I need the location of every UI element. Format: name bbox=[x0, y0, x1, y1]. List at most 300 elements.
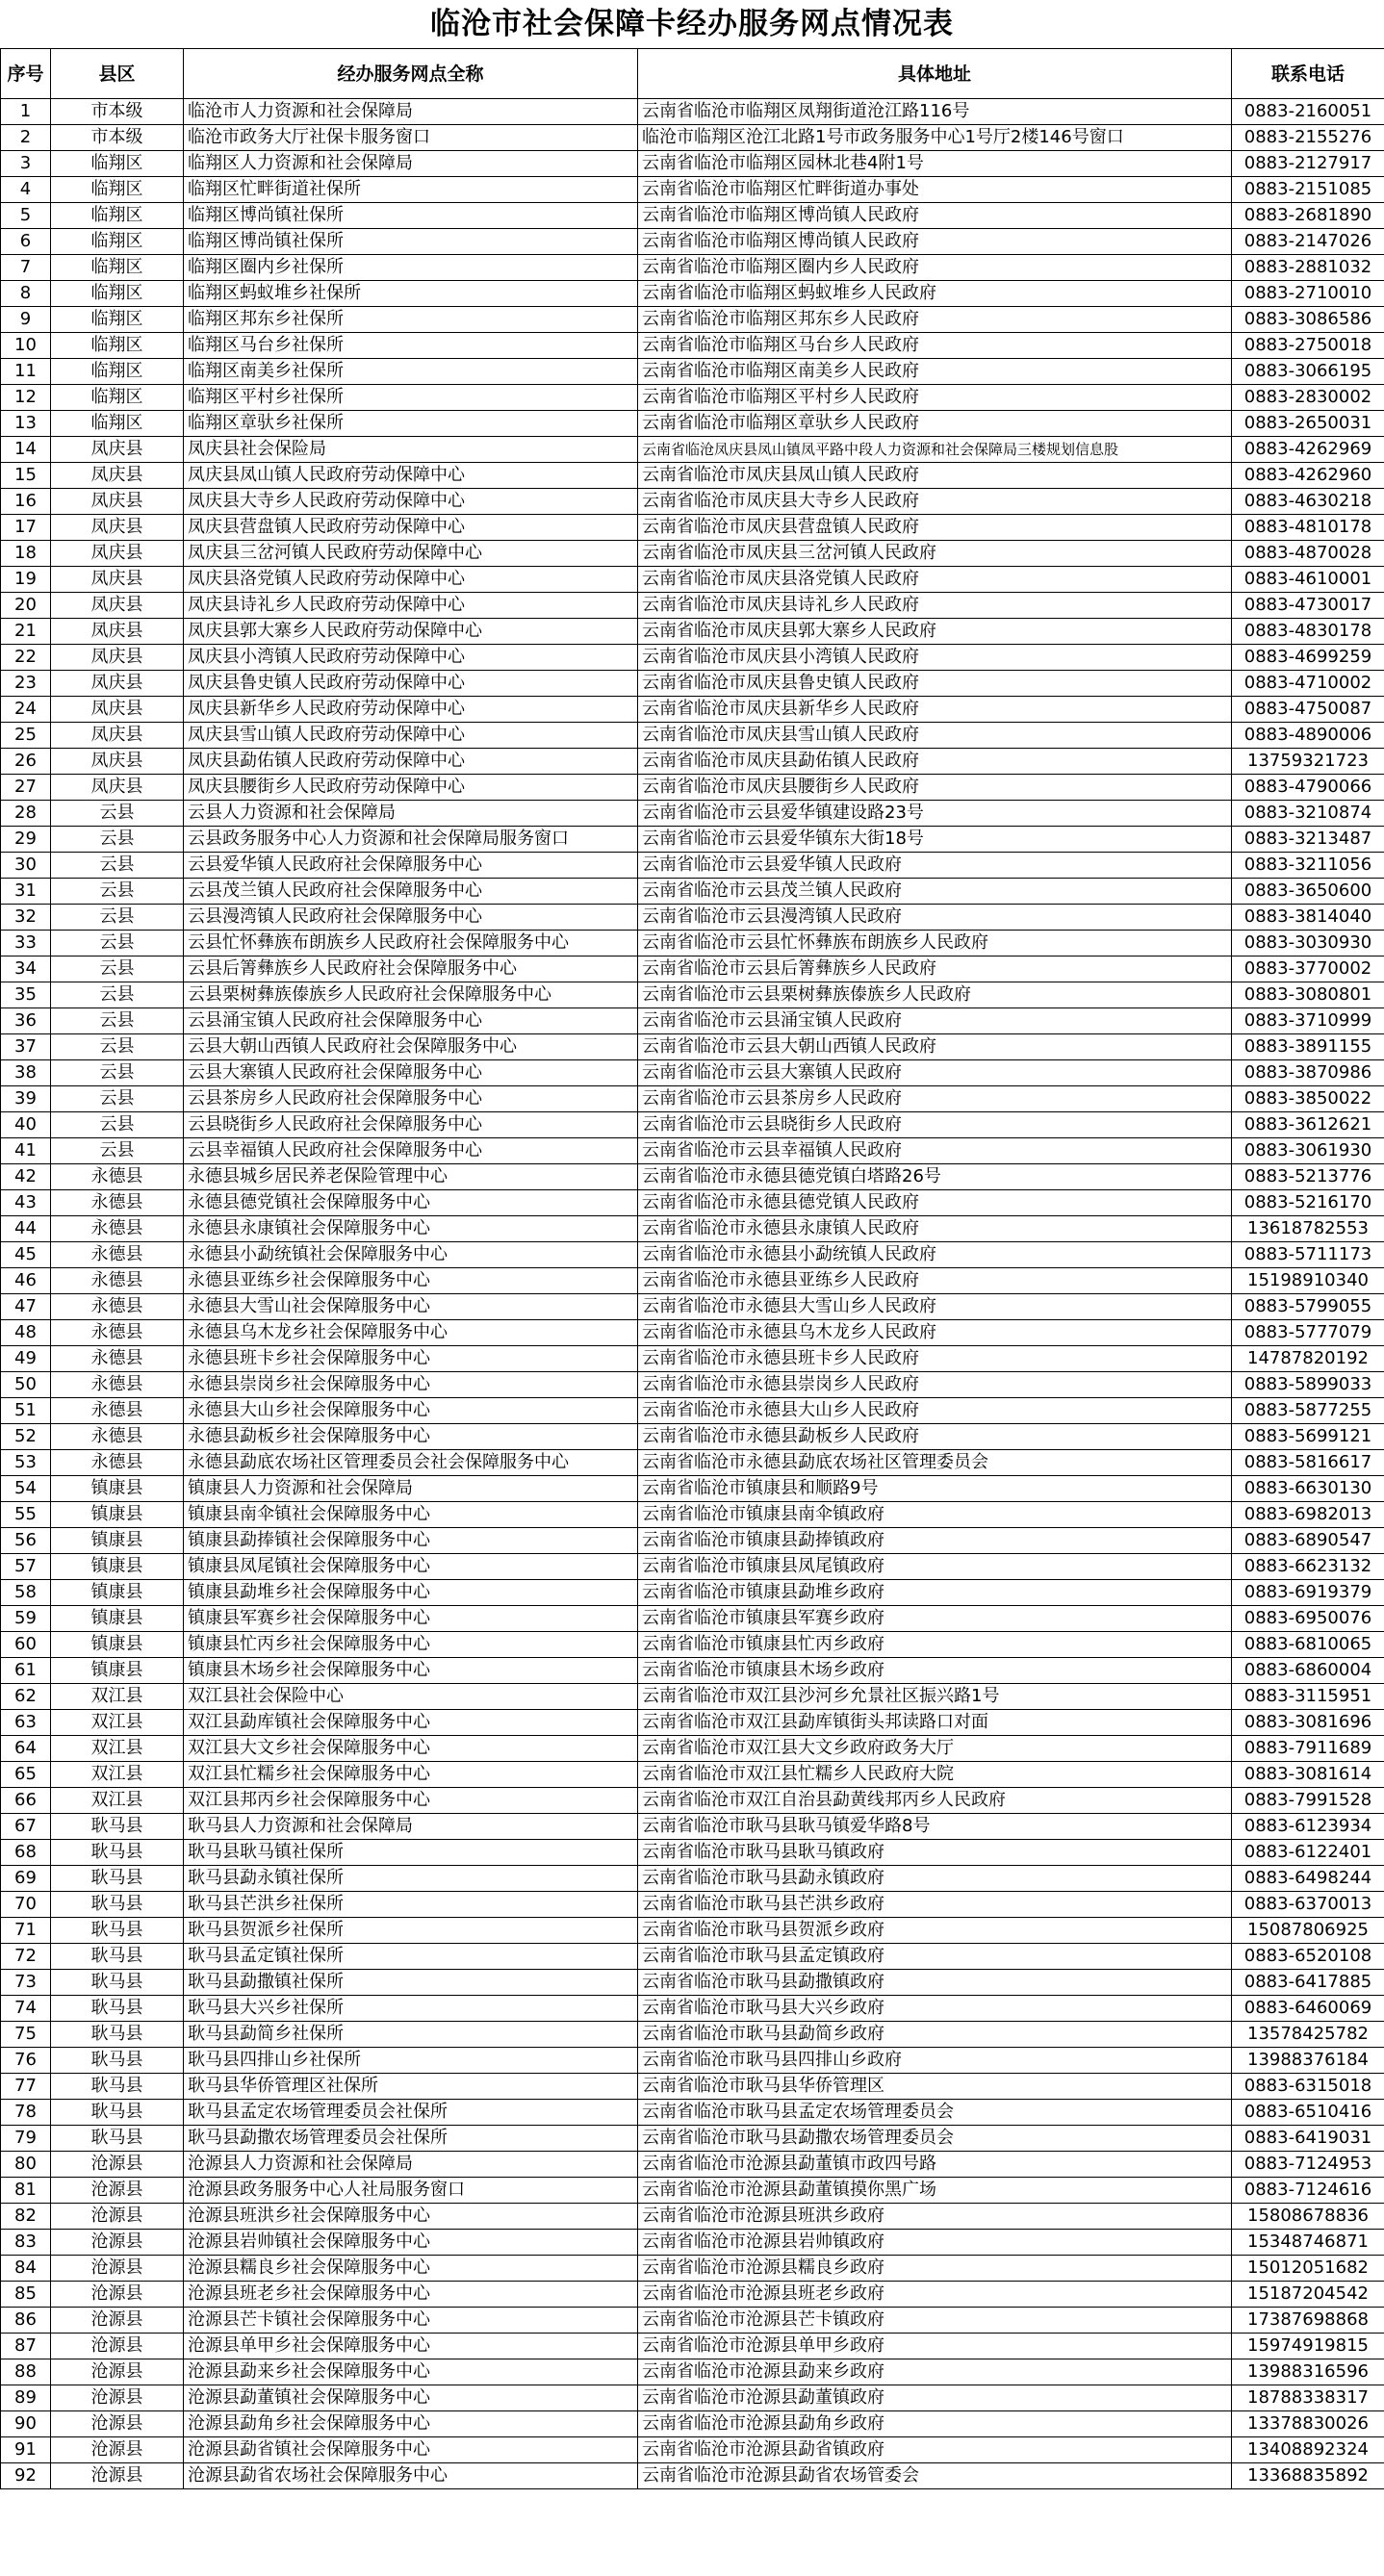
row-service-point-name: 临翔区章驮乡社保所 bbox=[184, 411, 638, 437]
row-number: 8 bbox=[1, 281, 51, 307]
table-row bbox=[1, 1658, 1384, 1684]
row-number: 3 bbox=[1, 151, 51, 177]
row-number: 35 bbox=[1, 982, 51, 1008]
row-county: 沧源县 bbox=[51, 2411, 184, 2437]
row-number: 70 bbox=[1, 1892, 51, 1918]
row-phone: 0883-2160051 bbox=[1232, 99, 1384, 125]
column-header-phone: 联系电话 bbox=[1232, 49, 1384, 99]
row-service-point-name: 双江县大文乡社会保障服务中心 bbox=[184, 1736, 638, 1762]
row-address: 云南省临沧市临翔区邦东乡人民政府 bbox=[638, 307, 1232, 333]
row-phone: 0883-3870986 bbox=[1232, 1060, 1384, 1086]
row-phone: 0883-4750087 bbox=[1232, 697, 1384, 723]
row-phone: 13988316596 bbox=[1232, 2359, 1384, 2385]
table-row bbox=[1, 1684, 1384, 1710]
row-number: 79 bbox=[1, 2126, 51, 2152]
table-header-row bbox=[1, 49, 1384, 99]
row-phone: 0883-6460069 bbox=[1232, 1996, 1384, 2022]
row-county: 云县 bbox=[51, 1008, 184, 1034]
row-number: 80 bbox=[1, 2152, 51, 2178]
table-row bbox=[1, 2385, 1384, 2411]
row-number: 89 bbox=[1, 2385, 51, 2411]
row-address: 云南省临沧市沧源县班洪乡政府 bbox=[638, 2204, 1232, 2230]
row-number: 57 bbox=[1, 1554, 51, 1580]
row-number: 23 bbox=[1, 671, 51, 697]
table-row bbox=[1, 1086, 1384, 1112]
row-address: 云南省临沧市永德县亚练乡人民政府 bbox=[638, 1268, 1232, 1294]
row-county: 镇康县 bbox=[51, 1554, 184, 1580]
row-address: 云南省临沧市镇康县忙丙乡政府 bbox=[638, 1632, 1232, 1658]
row-service-point-name: 云县大寨镇人民政府社会保障服务中心 bbox=[184, 1060, 638, 1086]
row-service-point-name: 凤庆县三岔河镇人民政府劳动保障中心 bbox=[184, 541, 638, 567]
row-phone: 0883-4262960 bbox=[1232, 463, 1384, 489]
table-row bbox=[1, 281, 1384, 307]
table-row bbox=[1, 2178, 1384, 2204]
row-number: 77 bbox=[1, 2074, 51, 2100]
table-row bbox=[1, 2074, 1384, 2100]
row-county: 永德县 bbox=[51, 1242, 184, 1268]
table-row bbox=[1, 2308, 1384, 2334]
row-phone: 0883-4630218 bbox=[1232, 489, 1384, 515]
column-header-address: 具体地址 bbox=[638, 49, 1232, 99]
row-service-point-name: 临翔区博尚镇社保所 bbox=[184, 229, 638, 255]
row-address: 云南省临沧市镇康县南伞镇政府 bbox=[638, 1502, 1232, 1528]
row-phone: 0883-7991528 bbox=[1232, 1788, 1384, 1814]
row-number: 71 bbox=[1, 1918, 51, 1944]
row-address: 云南省临沧市沧源县岩帅镇政府 bbox=[638, 2230, 1232, 2256]
row-service-point-name: 镇康县勐捧镇社会保障服务中心 bbox=[184, 1528, 638, 1554]
row-county: 临翔区 bbox=[51, 203, 184, 229]
row-service-point-name: 临翔区平村乡社保所 bbox=[184, 385, 638, 411]
row-service-point-name: 云县后箐彝族乡人民政府社会保障服务中心 bbox=[184, 956, 638, 982]
row-address: 云南省临沧市临翔区章驮乡人民政府 bbox=[638, 411, 1232, 437]
row-number: 37 bbox=[1, 1034, 51, 1060]
row-county: 沧源县 bbox=[51, 2463, 184, 2489]
row-number: 39 bbox=[1, 1086, 51, 1112]
row-county: 凤庆县 bbox=[51, 463, 184, 489]
row-service-point-name: 耿马县四排山乡社保所 bbox=[184, 2048, 638, 2074]
row-number: 49 bbox=[1, 1346, 51, 1372]
row-county: 永德县 bbox=[51, 1164, 184, 1190]
row-number: 58 bbox=[1, 1580, 51, 1606]
table-row bbox=[1, 229, 1384, 255]
row-address: 云南省临沧市云县漫湾镇人民政府 bbox=[638, 905, 1232, 931]
row-service-point-name: 临翔区蚂蚁堆乡社保所 bbox=[184, 281, 638, 307]
row-address: 云南省临沧市永德县德党镇人民政府 bbox=[638, 1190, 1232, 1216]
row-county: 临翔区 bbox=[51, 255, 184, 281]
table-row bbox=[1, 2204, 1384, 2230]
row-service-point-name: 凤庆县凤山镇人民政府劳动保障中心 bbox=[184, 463, 638, 489]
row-service-point-name: 沧源县政务服务中心人社局服务窗口 bbox=[184, 2178, 638, 2204]
row-service-point-name: 永德县大雪山社会保障服务中心 bbox=[184, 1294, 638, 1320]
row-address: 云南省临沧市镇康县勐捧镇政府 bbox=[638, 1528, 1232, 1554]
row-address: 云南省临沧市临翔区园林北巷4附1号 bbox=[638, 151, 1232, 177]
row-address: 云南省临沧市凤庆县凤山镇人民政府 bbox=[638, 463, 1232, 489]
row-county: 云县 bbox=[51, 1138, 184, 1164]
row-address: 云南省临沧市沧源县班老乡政府 bbox=[638, 2282, 1232, 2308]
row-county: 云县 bbox=[51, 853, 184, 879]
row-service-point-name: 永德县德党镇社会保障服务中心 bbox=[184, 1190, 638, 1216]
row-service-point-name: 凤庆县腰街乡人民政府劳动保障中心 bbox=[184, 775, 638, 801]
row-service-point-name: 沧源县勐省镇社会保障服务中心 bbox=[184, 2437, 638, 2463]
row-address: 云南省临沧市临翔区南美乡人民政府 bbox=[638, 359, 1232, 385]
row-number: 75 bbox=[1, 2022, 51, 2048]
table-row bbox=[1, 1242, 1384, 1268]
row-number: 4 bbox=[1, 177, 51, 203]
column-header-no: 序号 bbox=[1, 49, 51, 99]
row-number: 84 bbox=[1, 2256, 51, 2282]
row-phone: 0883-2750018 bbox=[1232, 333, 1384, 359]
row-number: 91 bbox=[1, 2437, 51, 2463]
row-county: 临翔区 bbox=[51, 333, 184, 359]
row-service-point-name: 凤庆县鲁史镇人民政府劳动保障中心 bbox=[184, 671, 638, 697]
row-number: 26 bbox=[1, 749, 51, 775]
row-phone: 0883-2650031 bbox=[1232, 411, 1384, 437]
row-number: 11 bbox=[1, 359, 51, 385]
row-phone: 0883-3710999 bbox=[1232, 1008, 1384, 1034]
row-number: 83 bbox=[1, 2230, 51, 2256]
row-number: 73 bbox=[1, 1970, 51, 1996]
row-service-point-name: 双江县忙糯乡社会保障服务中心 bbox=[184, 1762, 638, 1788]
row-service-point-name: 沧源县岩帅镇社会保障服务中心 bbox=[184, 2230, 638, 2256]
row-number: 33 bbox=[1, 931, 51, 956]
table-row bbox=[1, 1424, 1384, 1450]
row-number: 36 bbox=[1, 1008, 51, 1034]
table-row bbox=[1, 853, 1384, 879]
row-county: 临翔区 bbox=[51, 385, 184, 411]
row-service-point-name: 临翔区邦东乡社保所 bbox=[184, 307, 638, 333]
row-county: 临翔区 bbox=[51, 229, 184, 255]
table-row bbox=[1, 619, 1384, 645]
row-county: 永德县 bbox=[51, 1190, 184, 1216]
table-row bbox=[1, 1814, 1384, 1840]
row-county: 永德县 bbox=[51, 1372, 184, 1398]
row-address: 云南省临沧市凤庆县雪山镇人民政府 bbox=[638, 723, 1232, 749]
row-phone: 15187204542 bbox=[1232, 2282, 1384, 2308]
row-phone: 0883-4830178 bbox=[1232, 619, 1384, 645]
row-phone: 0883-4790066 bbox=[1232, 775, 1384, 801]
row-number: 78 bbox=[1, 2100, 51, 2126]
row-phone: 0883-3061930 bbox=[1232, 1138, 1384, 1164]
row-address: 云南省临沧市云县茂兰镇人民政府 bbox=[638, 879, 1232, 905]
table-row bbox=[1, 1060, 1384, 1086]
row-phone: 0883-2151085 bbox=[1232, 177, 1384, 203]
row-address: 云南省临沧市沧源县糯良乡政府 bbox=[638, 2256, 1232, 2282]
table-row bbox=[1, 593, 1384, 619]
row-service-point-name: 凤庆县新华乡人民政府劳动保障中心 bbox=[184, 697, 638, 723]
row-number: 63 bbox=[1, 1710, 51, 1736]
row-county: 云县 bbox=[51, 1086, 184, 1112]
row-phone: 15348746871 bbox=[1232, 2230, 1384, 2256]
row-phone: 15974919815 bbox=[1232, 2334, 1384, 2359]
row-phone: 0883-4262969 bbox=[1232, 437, 1384, 463]
table-row bbox=[1, 1372, 1384, 1398]
table-row bbox=[1, 723, 1384, 749]
row-service-point-name: 永德县勐底农场社区管理委员会社会保障服务中心 bbox=[184, 1450, 638, 1476]
row-address: 云南省临沧市永德县大山乡人民政府 bbox=[638, 1398, 1232, 1424]
row-county: 耿马县 bbox=[51, 2074, 184, 2100]
row-service-point-name: 云县政务服务中心人力资源和社会保障局服务窗口 bbox=[184, 827, 638, 853]
row-county: 双江县 bbox=[51, 1736, 184, 1762]
row-number: 27 bbox=[1, 775, 51, 801]
row-service-point-name: 云县人力资源和社会保障局 bbox=[184, 801, 638, 827]
row-service-point-name: 凤庆县小湾镇人民政府劳动保障中心 bbox=[184, 645, 638, 671]
row-address: 云南省临沧市耿马县大兴乡政府 bbox=[638, 1996, 1232, 2022]
row-number: 19 bbox=[1, 567, 51, 593]
row-phone: 0883-2710010 bbox=[1232, 281, 1384, 307]
row-phone: 0883-7124616 bbox=[1232, 2178, 1384, 2204]
table-row bbox=[1, 2463, 1384, 2489]
row-county: 耿马县 bbox=[51, 1840, 184, 1866]
table-row bbox=[1, 671, 1384, 697]
row-county: 凤庆县 bbox=[51, 697, 184, 723]
row-service-point-name: 永德县勐板乡社会保障服务中心 bbox=[184, 1424, 638, 1450]
row-address: 云南省临沧市沧源县勐董镇摸你黑广场 bbox=[638, 2178, 1232, 2204]
row-service-point-name: 凤庆县洛党镇人民政府劳动保障中心 bbox=[184, 567, 638, 593]
row-number: 10 bbox=[1, 333, 51, 359]
row-address: 云南省临沧市云县爱华镇东大街18号 bbox=[638, 827, 1232, 853]
row-county: 耿马县 bbox=[51, 2048, 184, 2074]
row-county: 永德县 bbox=[51, 1346, 184, 1372]
row-phone: 0883-6860004 bbox=[1232, 1658, 1384, 1684]
row-county: 永德县 bbox=[51, 1424, 184, 1450]
row-service-point-name: 耿马县芒洪乡社保所 bbox=[184, 1892, 638, 1918]
row-number: 12 bbox=[1, 385, 51, 411]
row-county: 永德县 bbox=[51, 1268, 184, 1294]
row-address: 云南省临沧市耿马县耿马镇政府 bbox=[638, 1840, 1232, 1866]
row-service-point-name: 沧源县糯良乡社会保障服务中心 bbox=[184, 2256, 638, 2282]
row-county: 云县 bbox=[51, 905, 184, 931]
row-service-point-name: 沧源县勐省农场社会保障服务中心 bbox=[184, 2463, 638, 2489]
row-address: 云南省临沧市凤庆县腰街乡人民政府 bbox=[638, 775, 1232, 801]
row-address: 云南省临沧市凤庆县三岔河镇人民政府 bbox=[638, 541, 1232, 567]
row-address: 云南省临沧市耿马县孟定农场管理委员会 bbox=[638, 2100, 1232, 2126]
table-row bbox=[1, 1580, 1384, 1606]
row-county: 沧源县 bbox=[51, 2152, 184, 2178]
row-service-point-name: 镇康县勐堆乡社会保障服务中心 bbox=[184, 1580, 638, 1606]
row-number: 53 bbox=[1, 1450, 51, 1476]
row-phone: 0883-3770002 bbox=[1232, 956, 1384, 982]
row-number: 81 bbox=[1, 2178, 51, 2204]
row-address: 云南省临沧市永德县小勐统镇人民政府 bbox=[638, 1242, 1232, 1268]
row-address: 云南省临沧凤庆县凤山镇凤平路中段人力资源和社会保障局三楼规划信息股 bbox=[638, 437, 1232, 463]
row-service-point-name: 临翔区圈内乡社保所 bbox=[184, 255, 638, 281]
row-number: 28 bbox=[1, 801, 51, 827]
table-row bbox=[1, 1710, 1384, 1736]
row-service-point-name: 耿马县勐撒农场管理委员会社保所 bbox=[184, 2126, 638, 2152]
row-number: 38 bbox=[1, 1060, 51, 1086]
table-row bbox=[1, 567, 1384, 593]
table-row bbox=[1, 1164, 1384, 1190]
row-phone: 0883-4730017 bbox=[1232, 593, 1384, 619]
row-service-point-name: 云县大朝山西镇人民政府社会保障服务中心 bbox=[184, 1034, 638, 1060]
row-number: 62 bbox=[1, 1684, 51, 1710]
row-number: 42 bbox=[1, 1164, 51, 1190]
row-address: 云南省临沧市沧源县勐角乡政府 bbox=[638, 2411, 1232, 2437]
table-row bbox=[1, 956, 1384, 982]
row-phone: 0883-3891155 bbox=[1232, 1034, 1384, 1060]
row-county: 沧源县 bbox=[51, 2437, 184, 2463]
row-phone: 0883-6919379 bbox=[1232, 1580, 1384, 1606]
row-service-point-name: 云县茶房乡人民政府社会保障服务中心 bbox=[184, 1086, 638, 1112]
row-address: 云南省临沧市临翔区平村乡人民政府 bbox=[638, 385, 1232, 411]
table-row bbox=[1, 2437, 1384, 2463]
row-phone: 0883-6419031 bbox=[1232, 2126, 1384, 2152]
row-service-point-name: 耿马县勐永镇社保所 bbox=[184, 1866, 638, 1892]
row-service-point-name: 永德县大山乡社会保障服务中心 bbox=[184, 1398, 638, 1424]
row-number: 30 bbox=[1, 853, 51, 879]
row-service-point-name: 凤庆县雪山镇人民政府劳动保障中心 bbox=[184, 723, 638, 749]
row-phone: 0883-7124953 bbox=[1232, 2152, 1384, 2178]
table-row bbox=[1, 1502, 1384, 1528]
table-row bbox=[1, 1840, 1384, 1866]
table-row bbox=[1, 1528, 1384, 1554]
row-county: 云县 bbox=[51, 1034, 184, 1060]
row-address: 云南省临沧市沧源县勐来乡政府 bbox=[638, 2359, 1232, 2385]
row-address: 云南省临沧市临翔区博尚镇人民政府 bbox=[638, 203, 1232, 229]
row-address: 云南省临沧市云县大寨镇人民政府 bbox=[638, 1060, 1232, 1086]
row-county: 耿马县 bbox=[51, 1814, 184, 1840]
row-county: 镇康县 bbox=[51, 1502, 184, 1528]
table-row bbox=[1, 333, 1384, 359]
row-service-point-name: 镇康县木场乡社会保障服务中心 bbox=[184, 1658, 638, 1684]
row-county: 市本级 bbox=[51, 125, 184, 151]
row-number: 85 bbox=[1, 2282, 51, 2308]
table-row bbox=[1, 879, 1384, 905]
table-row bbox=[1, 775, 1384, 801]
row-number: 82 bbox=[1, 2204, 51, 2230]
row-address: 云南省临沧市沧源县勐董镇市政四号路 bbox=[638, 2152, 1232, 2178]
row-number: 14 bbox=[1, 437, 51, 463]
row-county: 耿马县 bbox=[51, 2126, 184, 2152]
row-number: 29 bbox=[1, 827, 51, 853]
row-number: 90 bbox=[1, 2411, 51, 2437]
table-row bbox=[1, 2230, 1384, 2256]
row-county: 沧源县 bbox=[51, 2359, 184, 2385]
row-county: 耿马县 bbox=[51, 2100, 184, 2126]
row-phone: 13408892324 bbox=[1232, 2437, 1384, 2463]
table-row bbox=[1, 1398, 1384, 1424]
row-service-point-name: 沧源县勐来乡社会保障服务中心 bbox=[184, 2359, 638, 2385]
row-number: 17 bbox=[1, 515, 51, 541]
row-phone: 0883-3115951 bbox=[1232, 1684, 1384, 1710]
row-number: 47 bbox=[1, 1294, 51, 1320]
row-address: 云南省临沧市耿马县四排山乡政府 bbox=[638, 2048, 1232, 2074]
row-address: 云南省临沧市临翔区凤翔街道沧江路116号 bbox=[638, 99, 1232, 125]
row-county: 凤庆县 bbox=[51, 593, 184, 619]
row-address: 云南省临沧市云县涌宝镇人民政府 bbox=[638, 1008, 1232, 1034]
table-row bbox=[1, 2048, 1384, 2074]
table-row bbox=[1, 1112, 1384, 1138]
row-phone: 13378830026 bbox=[1232, 2411, 1384, 2437]
row-service-point-name: 双江县勐库镇社会保障服务中心 bbox=[184, 1710, 638, 1736]
row-phone: 0883-6623132 bbox=[1232, 1554, 1384, 1580]
row-number: 9 bbox=[1, 307, 51, 333]
row-number: 55 bbox=[1, 1502, 51, 1528]
row-number: 66 bbox=[1, 1788, 51, 1814]
row-address: 云南省临沧市耿马县芒洪乡政府 bbox=[638, 1892, 1232, 1918]
table-row bbox=[1, 1866, 1384, 1892]
row-service-point-name: 临沧市政务大厅社保卡服务窗口 bbox=[184, 125, 638, 151]
row-service-point-name: 沧源县班老乡社会保障服务中心 bbox=[184, 2282, 638, 2308]
row-county: 凤庆县 bbox=[51, 515, 184, 541]
row-address: 云南省临沧市凤庆县勐佑镇人民政府 bbox=[638, 749, 1232, 775]
row-county: 云县 bbox=[51, 931, 184, 956]
row-address: 云南省临沧市镇康县木场乡政府 bbox=[638, 1658, 1232, 1684]
row-number: 25 bbox=[1, 723, 51, 749]
row-service-point-name: 临翔区南美乡社保所 bbox=[184, 359, 638, 385]
table-row bbox=[1, 2411, 1384, 2437]
row-service-point-name: 云县爱华镇人民政府社会保障服务中心 bbox=[184, 853, 638, 879]
row-phone: 0883-5816617 bbox=[1232, 1450, 1384, 1476]
table-row bbox=[1, 1918, 1384, 1944]
row-phone: 0883-6982013 bbox=[1232, 1502, 1384, 1528]
row-phone: 0883-6498244 bbox=[1232, 1866, 1384, 1892]
row-phone: 0883-6810065 bbox=[1232, 1632, 1384, 1658]
row-phone: 13368835892 bbox=[1232, 2463, 1384, 2489]
row-county: 临翔区 bbox=[51, 151, 184, 177]
row-phone: 0883-2147026 bbox=[1232, 229, 1384, 255]
table-row bbox=[1, 982, 1384, 1008]
table-row bbox=[1, 411, 1384, 437]
row-phone: 0883-4699259 bbox=[1232, 645, 1384, 671]
row-service-point-name: 沧源县班洪乡社会保障服务中心 bbox=[184, 2204, 638, 2230]
row-number: 60 bbox=[1, 1632, 51, 1658]
row-county: 沧源县 bbox=[51, 2308, 184, 2334]
row-number: 44 bbox=[1, 1216, 51, 1242]
row-address: 云南省临沧市云县爱华镇建设路23号 bbox=[638, 801, 1232, 827]
table-row bbox=[1, 2282, 1384, 2308]
row-number: 46 bbox=[1, 1268, 51, 1294]
row-number: 72 bbox=[1, 1944, 51, 1970]
row-county: 云县 bbox=[51, 827, 184, 853]
row-address: 云南省临沧市沧源县勐董镇政府 bbox=[638, 2385, 1232, 2411]
row-county: 镇康县 bbox=[51, 1606, 184, 1632]
row-phone: 0883-5777079 bbox=[1232, 1320, 1384, 1346]
row-county: 耿马县 bbox=[51, 1970, 184, 1996]
row-address: 云南省临沧市耿马县华侨管理区 bbox=[638, 2074, 1232, 2100]
row-number: 50 bbox=[1, 1372, 51, 1398]
row-phone: 0883-2881032 bbox=[1232, 255, 1384, 281]
row-county: 临翔区 bbox=[51, 281, 184, 307]
row-phone: 0883-4890006 bbox=[1232, 723, 1384, 749]
row-address: 云南省临沧市凤庆县新华乡人民政府 bbox=[638, 697, 1232, 723]
row-county: 耿马县 bbox=[51, 1996, 184, 2022]
row-service-point-name: 沧源县人力资源和社会保障局 bbox=[184, 2152, 638, 2178]
table-row bbox=[1, 1476, 1384, 1502]
row-address: 云南省临沧市双江县大文乡政府政务大厅 bbox=[638, 1736, 1232, 1762]
row-county: 镇康县 bbox=[51, 1476, 184, 1502]
row-address: 云南省临沧市沧源县芒卡镇政府 bbox=[638, 2308, 1232, 2334]
row-service-point-name: 永德县班卡乡社会保障服务中心 bbox=[184, 1346, 638, 1372]
row-number: 64 bbox=[1, 1736, 51, 1762]
row-county: 云县 bbox=[51, 801, 184, 827]
row-address: 云南省临沧市镇康县勐堆乡政府 bbox=[638, 1580, 1232, 1606]
row-service-point-name: 云县晓街乡人民政府社会保障服务中心 bbox=[184, 1112, 638, 1138]
row-service-point-name: 镇康县忙丙乡社会保障服务中心 bbox=[184, 1632, 638, 1658]
row-county: 双江县 bbox=[51, 1762, 184, 1788]
row-phone: 0883-6370013 bbox=[1232, 1892, 1384, 1918]
row-address: 云南省临沧市云县爱华镇人民政府 bbox=[638, 853, 1232, 879]
row-address: 云南省临沧市沧源县勐省农场管委会 bbox=[638, 2463, 1232, 2489]
row-number: 76 bbox=[1, 2048, 51, 2074]
row-phone: 0883-3081696 bbox=[1232, 1710, 1384, 1736]
row-phone: 0883-6122401 bbox=[1232, 1840, 1384, 1866]
row-address: 云南省临沧市永德县永康镇人民政府 bbox=[638, 1216, 1232, 1242]
row-county: 耿马县 bbox=[51, 1866, 184, 1892]
row-phone: 0883-5213776 bbox=[1232, 1164, 1384, 1190]
row-county: 临翔区 bbox=[51, 177, 184, 203]
row-county: 耿马县 bbox=[51, 2022, 184, 2048]
